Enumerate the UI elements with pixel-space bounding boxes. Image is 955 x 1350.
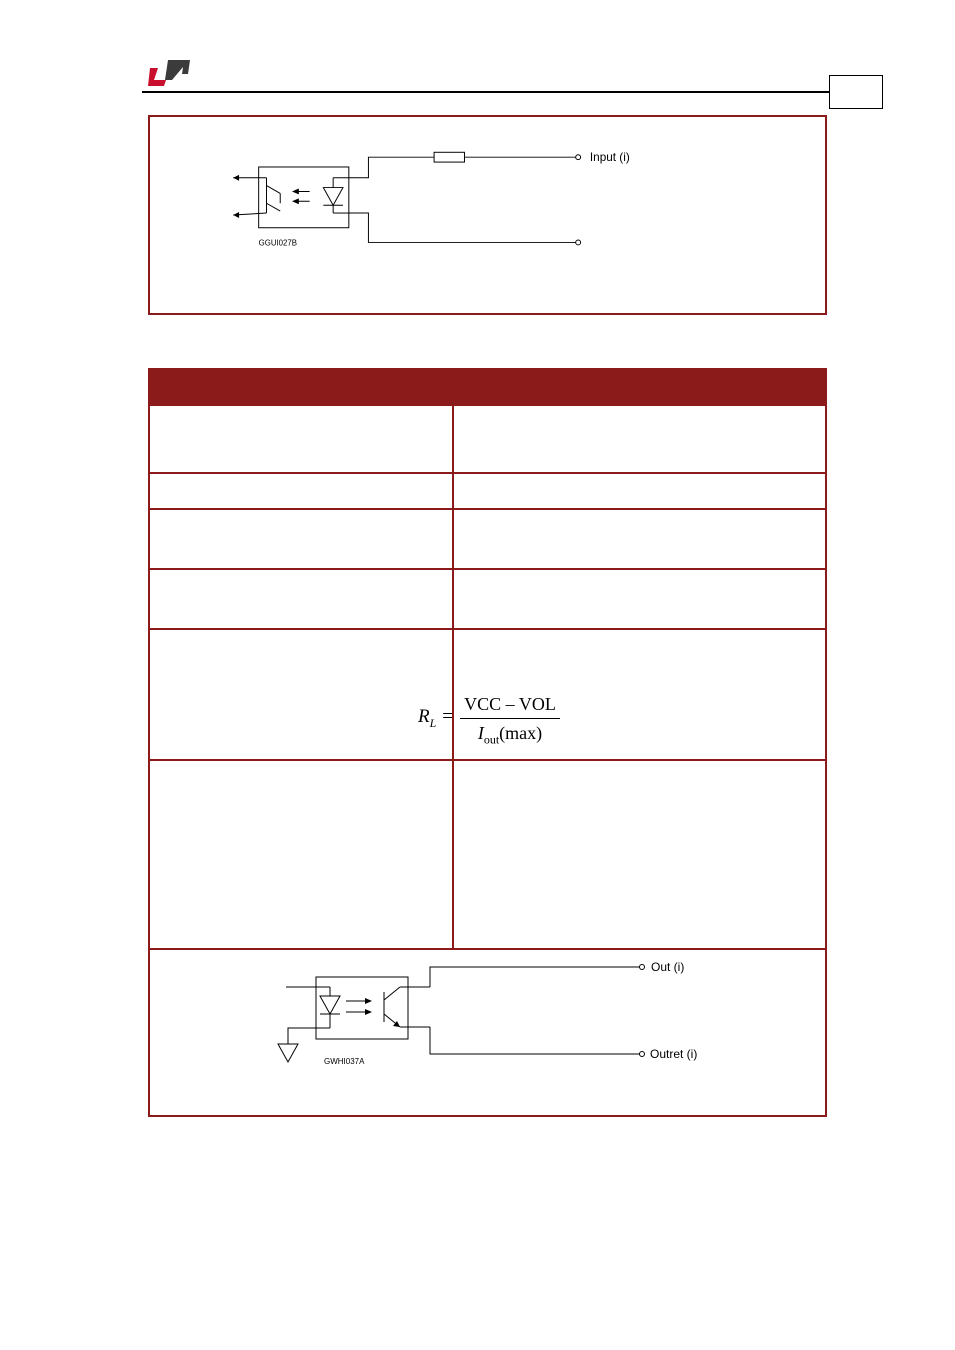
outret-terminal-icon	[640, 1052, 645, 1057]
formula-den-var: I	[477, 723, 484, 743]
spec-table-header	[150, 370, 825, 404]
light-arrow-lower-icon	[365, 1009, 372, 1015]
formula-den-sub: out	[483, 732, 500, 747]
table-row	[150, 508, 825, 568]
ground-icon	[278, 1044, 298, 1062]
return-wire	[349, 213, 576, 242]
out-terminal-icon	[640, 965, 645, 970]
optocoupler-box	[259, 167, 349, 228]
page-number-box	[829, 75, 883, 109]
formula-denominator	[460, 721, 560, 745]
company-logo	[148, 58, 192, 88]
formula-equals: =	[441, 706, 454, 727]
input-circuit-figure	[148, 115, 827, 315]
transistor-collector	[267, 186, 281, 194]
header-rule	[142, 91, 830, 93]
column-divider	[452, 404, 454, 948]
ground-wire	[288, 1028, 330, 1044]
table-row	[150, 568, 825, 628]
light-arrow-lower-icon	[292, 198, 299, 204]
light-arrow-upper-icon	[365, 998, 372, 1004]
input-label: Input (i)	[589, 151, 630, 165]
fraction-bar	[460, 718, 560, 719]
output-circuit-diagram	[150, 950, 825, 1117]
output-circuit-row	[150, 948, 825, 1117]
figure-code: GGUI027B	[258, 238, 297, 248]
table-row	[150, 404, 825, 472]
formula-numerator: VCC – VOL	[464, 694, 556, 714]
formula-den-rest: (max)	[499, 723, 543, 743]
formula-lhs	[418, 706, 454, 731]
output-arrow-lower-icon	[233, 212, 239, 218]
formula-lhs-sub: L	[429, 715, 437, 730]
table-row	[150, 759, 825, 948]
input-circuit-diagram	[150, 117, 825, 313]
outret-wire	[430, 1027, 640, 1054]
output-arrow-upper-icon	[233, 175, 239, 181]
input-terminal-icon	[576, 155, 581, 160]
return-terminal-icon	[576, 240, 581, 245]
transistor-collector	[384, 987, 400, 1000]
resistor-icon	[434, 152, 464, 162]
formula-lhs-var: R	[418, 706, 430, 727]
table-row	[150, 472, 825, 508]
out-label: Out (i)	[651, 960, 685, 974]
led-diode-icon	[323, 188, 343, 206]
transistor-emitter	[267, 203, 281, 211]
optocoupler-box	[316, 977, 408, 1039]
led-diode-icon	[320, 996, 340, 1014]
outret-label: Outret (i)	[650, 1047, 698, 1061]
formula-fraction	[460, 692, 560, 745]
out-wire	[430, 967, 640, 987]
light-arrow-upper-icon	[292, 189, 299, 195]
figure-code: GWHI037A	[324, 1057, 365, 1066]
input-wire	[349, 157, 434, 178]
